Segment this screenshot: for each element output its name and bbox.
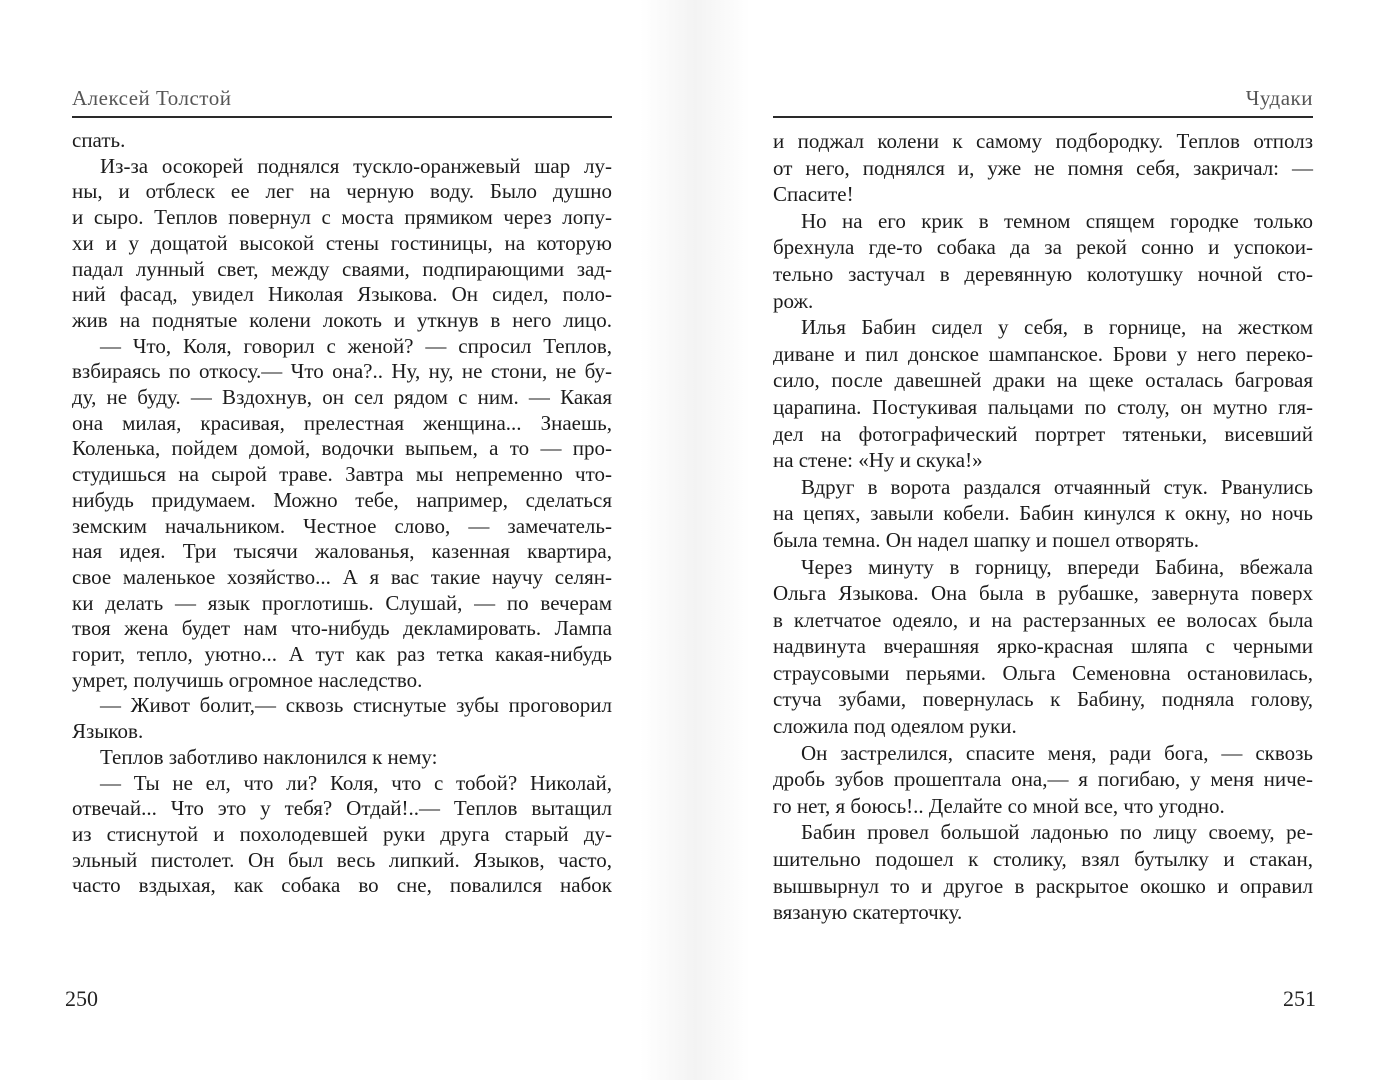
text-line: — Ты не ел, что ли? Коля, что с тобой? Николай, xyxy=(100,770,612,795)
text-line: падал лунный свет, между сваями, подпирающими зад- xyxy=(72,256,612,281)
text-line: — Живот болит,— сквозь стиснутые зубы проговорил xyxy=(100,693,612,718)
text-line: и поджал колени к самому подбородку. Теплов отполз xyxy=(773,129,1313,153)
text-line: была темна. Он надел шапку и пошел отворять. xyxy=(773,527,1200,552)
text-line: — Что, Коля, говорил с женой? — спросил Теплов, xyxy=(100,333,612,358)
text-line: твоя жена будет нам что-нибудь декламировать. Лампа xyxy=(72,616,612,641)
text-line: дел на фотографический портрет тятеньки, висевший xyxy=(773,421,1313,446)
text-line: земским начальником. Честное слово, — замечатель- xyxy=(72,513,612,538)
text-line: сложила под одеялом руки. xyxy=(773,714,1017,739)
text-line: Из-за осокорей поднялся тускло-оранжевый шар лу- xyxy=(100,153,612,178)
text-line: на цепях, завыли кобели. Бабин кинулся к окну, но ночь xyxy=(773,501,1313,526)
text-line: Вдруг в ворота раздался отчаянный стук. Рванулись xyxy=(801,474,1313,499)
running-head-title: Чудаки xyxy=(1245,86,1313,110)
text-line: тельно застучал в деревянную колотушку ночной сто- xyxy=(773,261,1313,286)
text-line: Спасите! xyxy=(773,182,854,207)
text-line: часто вздыхая, как собака во сне, повалился набок xyxy=(72,873,612,898)
text-line: вязаную скатерточку. xyxy=(773,900,963,925)
text-line: свое маленькое хозяйство... А я вас такие научу селян- xyxy=(72,564,612,589)
text-line: эльный пистолет. Он был весь липкий. Языков, часто, xyxy=(72,847,612,872)
text-line: Он застрелился, спасите меня, ради бога, — сквозь xyxy=(801,740,1313,765)
text-line: из стиснутой и похолодевшей руки друга старый ду- xyxy=(72,821,612,846)
page-text xyxy=(72,128,612,899)
text-line: спать. xyxy=(72,128,126,152)
text-line: от него, поднялся и, уже не помня себя, закричал: — xyxy=(773,155,1313,180)
text-line: она милая, красивая, прелестная женщина... Знаешь, xyxy=(72,410,612,435)
header-rule xyxy=(773,116,1313,118)
text-line: взбираясь по откосу.— Что она?.. Ну, ну, не стони, не бу- xyxy=(72,359,612,384)
text-line: ду, не буду. — Вздохнув, он сел рядом с ним. — Какая xyxy=(72,385,612,410)
text-line: ки делать — язык проглотишь. Слушай, — по вечерам xyxy=(72,590,612,615)
text-line: Но на его крик в темном спящем городке только xyxy=(801,208,1313,233)
text-line: надвинута вчерашняя ярко-красная шляпа с черными xyxy=(773,634,1313,659)
text-line: ны, и отблеск ее лег на черную воду. Было душно xyxy=(72,179,612,204)
text-line: Коленька, пойдем домой, водочки выпьем, а то — про- xyxy=(72,436,612,461)
text-line: го нет, я боюсь!.. Делайте со мной все, что угодно. xyxy=(773,793,1225,818)
text-line: горит, тепло, уютно... А тут как раз тетка какая-нибудь xyxy=(72,642,612,667)
text-line: дробь зубов прошептала она,— я погибаю, у меня ниче- xyxy=(773,767,1313,792)
text-line: на стене: «Ну и скука!» xyxy=(773,448,983,473)
text-line: брехнула где-то собака да за рекой сонно и успокои- xyxy=(773,235,1313,260)
page-text xyxy=(773,128,1313,926)
text-line: ний фасад, увидел Николая Языкова. Он сидел, поло- xyxy=(72,282,612,307)
text-line: Через минуту в горницу, впереди Бабина, вбежала xyxy=(801,554,1313,579)
text-line: Теплов заботливо наклонился к нему: xyxy=(100,744,438,769)
text-line: в клетчатое одеяло, и на растерзанных ее волосах была xyxy=(773,607,1313,632)
text-line: умрет, получишь огромное наследство. xyxy=(72,667,423,692)
running-head-author: Алексей Толстой xyxy=(72,86,232,110)
text-line: сило, после давешней драки на щеке осталась багровая xyxy=(773,368,1313,393)
text-line: отвечай... Что это у тебя? Отдай!..— Теплов вытащил xyxy=(72,796,612,821)
text-line: Илья Бабин сидел у себя, в горнице, на жестком xyxy=(801,315,1313,340)
text-line: рож. xyxy=(773,288,814,313)
text-line: жив на поднятые колени локоть и уткнув в него лицо. xyxy=(72,307,612,332)
header-rule xyxy=(72,116,612,118)
text-line: хи и у дощатой высокой стены гостиницы, на которую xyxy=(72,230,612,255)
text-line: стуча зубами, повернулась к Бабину, подняла голову, xyxy=(773,687,1313,712)
text-line: шительно подошел к столику, взял бутылку и стакан, xyxy=(773,847,1313,872)
page-number: 250 xyxy=(65,986,98,1011)
text-line: и сыро. Теплов повернул с моста прямиком через лопу- xyxy=(72,205,612,230)
book-gutter xyxy=(640,0,750,1080)
text-line: вышвырнул то и другое в раскрытое окошко и оправил xyxy=(773,873,1313,898)
text-line: ная идея. Три тысячи жалованья, казенная квартира, xyxy=(72,539,612,564)
text-line: Ольга Языкова. Она была в рубашке, завернута поверх xyxy=(773,581,1313,606)
text-line: диване и пил донское шампанское. Брови у него переко- xyxy=(773,341,1313,366)
text-line: нибудь придумаем. Можно тебе, например, сделаться xyxy=(72,487,612,512)
text-line: страусовыми перьями. Ольга Семеновна остановилась, xyxy=(773,660,1313,685)
text-line: Бабин провел большой ладонью по лицу своему, ре- xyxy=(801,820,1313,845)
page-number: 251 xyxy=(1283,986,1316,1011)
text-line: Языков. xyxy=(72,719,144,744)
text-line: царапина. Постукивая пальцами по столу, он мутно гля- xyxy=(773,394,1313,419)
text-line: студишься на сырой траве. Завтра мы непременно что- xyxy=(72,462,612,487)
